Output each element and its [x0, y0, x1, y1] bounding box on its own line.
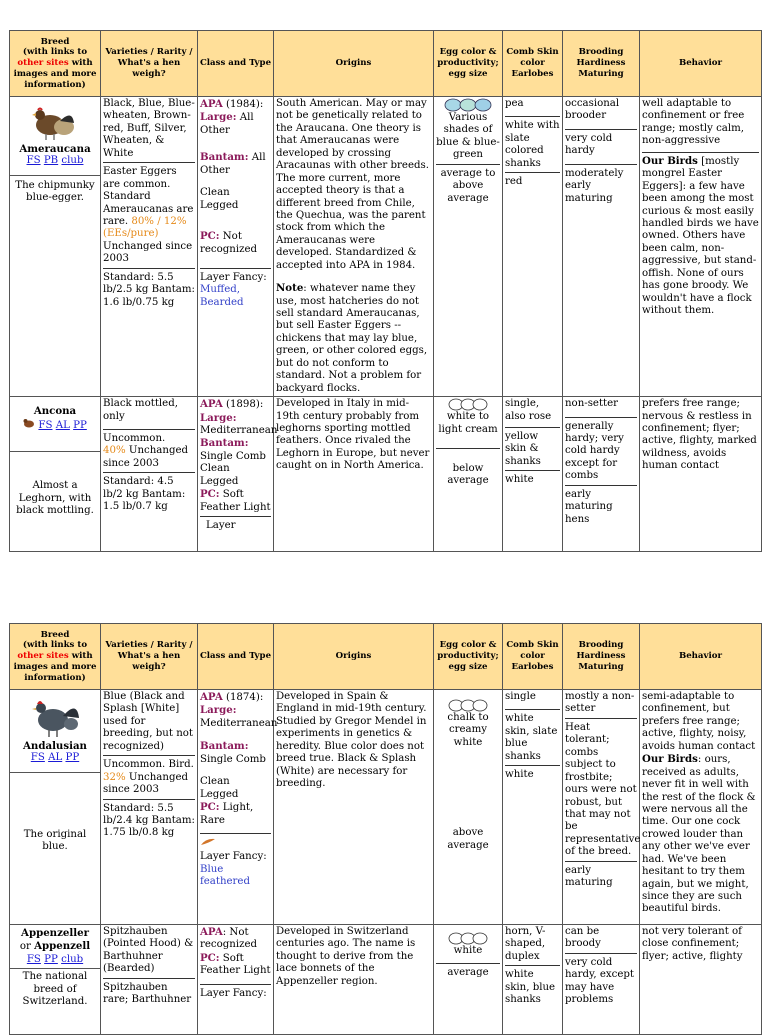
link-pp[interactable]: PP [73, 419, 87, 431]
link-club[interactable]: club [61, 155, 84, 167]
varieties-cell: Blue (Black and Splash [White] used for breeding, but not recognized) Uncommon. Bird. 32% Unchanged since 2003 Standard: 5.5 lb/2.4 kg Bantam: 1.75 lb/0.8 kg [101, 690, 198, 925]
link-al[interactable]: AL [55, 419, 70, 431]
breed-cell [10, 690, 101, 925]
varieties-cell: Black, Blue, Blue-wheaten, Brown-red, Buff, Silver, Wheaten, & White Easter Eggers are common. Standard Ameraucanas are rare. 80% / 12% (EEs/pure) Unchanged since 2003 Standard: 5.5 lb/2.5 kg Bantam: 1.6 lb/0.75 kg [101, 97, 198, 397]
blue-eggs-icon [443, 98, 493, 112]
egg-cell: Various shades of blue & blue-green average to above average [434, 97, 503, 397]
egg-cell: white to light cream below average [434, 397, 503, 552]
header-row [10, 624, 762, 690]
link-pp[interactable]: PP [65, 752, 80, 764]
breed-tagline: Almost a Leghorn, with black mottling. [16, 480, 94, 516]
header-row [10, 31, 762, 97]
header-varieties: Varieties / Rarity / What's a hen weigh? [101, 31, 198, 97]
header-comb: Comb Skin color Earlobes [503, 31, 563, 97]
breed-tagline: The chipmunky blue-egger. [15, 180, 95, 204]
breed-name: Ancona [33, 405, 77, 418]
header-egg: Egg color & productivity; egg size [434, 31, 503, 97]
origins-cell: Developed in Switzerland centuries ago. The name is thought to derive from the lace bonnets of the Appenzeller region. [274, 925, 434, 1035]
bird-icon [23, 418, 35, 428]
breed-row-andalusian [10, 690, 762, 925]
link-fs[interactable]: FS [38, 419, 53, 431]
class-cell: APA (1984): Large: All Other Bantam: All Other Clean Legged PC: Not recognized Layer Fancy: Muffed, Bearded [198, 97, 274, 397]
header-egg: Egg color & productivity; egg size [434, 624, 503, 690]
breed-row-ancona [10, 397, 762, 552]
white-eggs-icon [448, 699, 488, 712]
header-behavior: Behavior [640, 624, 762, 690]
varieties-cell: Black mottled, only Uncommon. 40% Unchanged since 2003 Standard: 4.5 lb/2 kg Bantam: 1.5 lb/0.7 kg [101, 397, 198, 552]
behavior-cell: well adaptable to confinement or free range; mostly calm, non-aggressive Our Birds [mostly mongrel Easter Eggers]: a few have been among the most curious & most easily handled birds we have owned. Others have been calm, non-aggressive, but stand-offish. None of ours has gone broody. We wouldn't have a flock without them. [640, 97, 762, 397]
white-eggs-icon [448, 932, 488, 945]
brooding-cell: non-setter generally hardy; very cold hardy except for combs early maturing hens [563, 397, 640, 552]
header-origins: Origins [274, 624, 434, 690]
header-class: Class and Type [198, 624, 274, 690]
header-brooding: Brooding Hardiness Maturing [563, 31, 640, 97]
breed-tagline: The national breed of Switzerland. [22, 971, 88, 1008]
breed-table-1 [9, 30, 762, 552]
behavior-cell: semi-adaptable to confinement, but prefers free range; active, flighty, noisy, avoids human contact Our Birds: ours, received as adults, never fit in well with the rest of the flock & were nervous all the time. Our one cock crowed louder than any other we've ever had. We've been hesitant to try them again, but we might, since they are such beautiful birds. [640, 690, 762, 925]
breed-cell: Appenzeller or Appenzell FS PP club The national breed of Switzerland. [10, 925, 101, 1035]
link-club[interactable]: club [61, 953, 84, 965]
link-fs[interactable]: FS [26, 155, 41, 167]
breed-cell [10, 97, 101, 397]
comb-cell: single, also rose yellow skin & shanks white [503, 397, 563, 552]
brooding-cell: occasional brooder very cold hardy moderately early maturing [563, 97, 640, 397]
breed-name: Ameraucana [19, 143, 91, 155]
breed-cell [10, 397, 101, 552]
chicken-photo-icon [28, 101, 82, 141]
white-eggs-icon [448, 398, 488, 411]
brooding-cell: mostly a non-setter Heat tolerant; combs subject to frostbite; ours were not robust, but that may not be representative of the breed. early maturing [563, 690, 640, 925]
origins-cell: South American. May or may not be genetically related to the Araucana. One theory is that Ameraucanas were developed by crossing Aracaunas with other breeds. The more current, more accepted theory is that a different breed from Chile, the Quechua, was the parent stock from which the Ameraucanas were developed. Standardized & accepted into APA in 1984. Note: whatever name they use, most hatcheries do not sell standard Ameraucanas, but sell Easter Eggers -- chickens that may lay blue, green, or other colored eggs, but do not conform to standard. Not a problem for backyard flocks. [274, 97, 434, 397]
behavior-cell: not very tolerant of close confinement; flyer; active, flighty [640, 925, 762, 1035]
link-fs[interactable]: FS [30, 752, 45, 764]
comb-cell: single white skin, slate blue shanks white [503, 690, 563, 925]
brooding-cell: can be broody very cold hardy, except may have problems [563, 925, 640, 1035]
egg-cell: white average [434, 925, 503, 1035]
breed-name-alt: Appenzell [34, 940, 91, 953]
breed-row-ameraucana [10, 97, 762, 397]
breed-name: Andalusian [23, 740, 87, 752]
link-al[interactable]: AL [48, 752, 63, 764]
comb-cell: horn, V-shaped, duplex white skin, blue shanks [503, 925, 563, 1035]
breed-table-2 [9, 623, 762, 1035]
class-cell: APA (1898): Large: Mediterranean Bantam: Single Comb Clean Legged PC: Soft Feather Light Layer [198, 397, 274, 552]
link-pp[interactable]: PP [44, 953, 58, 965]
varieties-cell: Spitzhauben (Pointed Hood) & Barthuhner (Bearded) Spitzhauben rare; Barthuhner [101, 925, 198, 1035]
breed-row-appenzeller [10, 925, 762, 1035]
behavior-cell: prefers free range; nervous & restless in confinement; flyer; active, flighty, marked wildness, avoids human contact [640, 397, 762, 552]
class-cell: APA: Not recognized PC: Soft Feather Light Layer Fancy: [198, 925, 274, 1035]
egg-cell: chalk to creamy white above average [434, 690, 503, 925]
origins-cell: Developed in Spain & England in mid-19th century. Studied by Gregor Mendel in experiments in genetics & heredity. Blue color does not breed true. Black & Splash (White) are necessary for breeding. [274, 690, 434, 925]
header-brooding: Brooding Hardiness Maturing [563, 624, 640, 690]
header-origins: Origins [274, 31, 434, 97]
feather-icon [200, 837, 216, 847]
header-behavior: Behavior [640, 31, 762, 97]
link-pb[interactable]: PB [43, 155, 59, 167]
header-breed: Breed (with links to other sites with images and more information) [10, 31, 101, 97]
header-comb: Comb Skin color Earlobes [503, 624, 563, 690]
comb-cell: pea white with slate colored shanks red [503, 97, 563, 397]
breed-tagline: The original blue. [23, 829, 87, 853]
origins-cell: Developed in Italy in mid-19th century probably from leghorns sporting mottled feathers. Once rivaled the Leghorn in Europe, but never caught on in North America. [274, 397, 434, 552]
chicken-photo-icon [27, 694, 83, 738]
class-cell: APA (1874): Large: Mediterranean Bantam: Single Comb Clean Legged PC: Light, Rare Layer Fancy: Blue feathered [198, 690, 274, 925]
breed-name: Appenzeller [21, 927, 89, 939]
header-class: Class and Type [198, 31, 274, 97]
header-breed: Breed (with links to other sites with images and more information) [10, 624, 101, 690]
link-fs[interactable]: FS [26, 953, 41, 965]
header-varieties: Varieties / Rarity / What's a hen weigh? [101, 624, 198, 690]
